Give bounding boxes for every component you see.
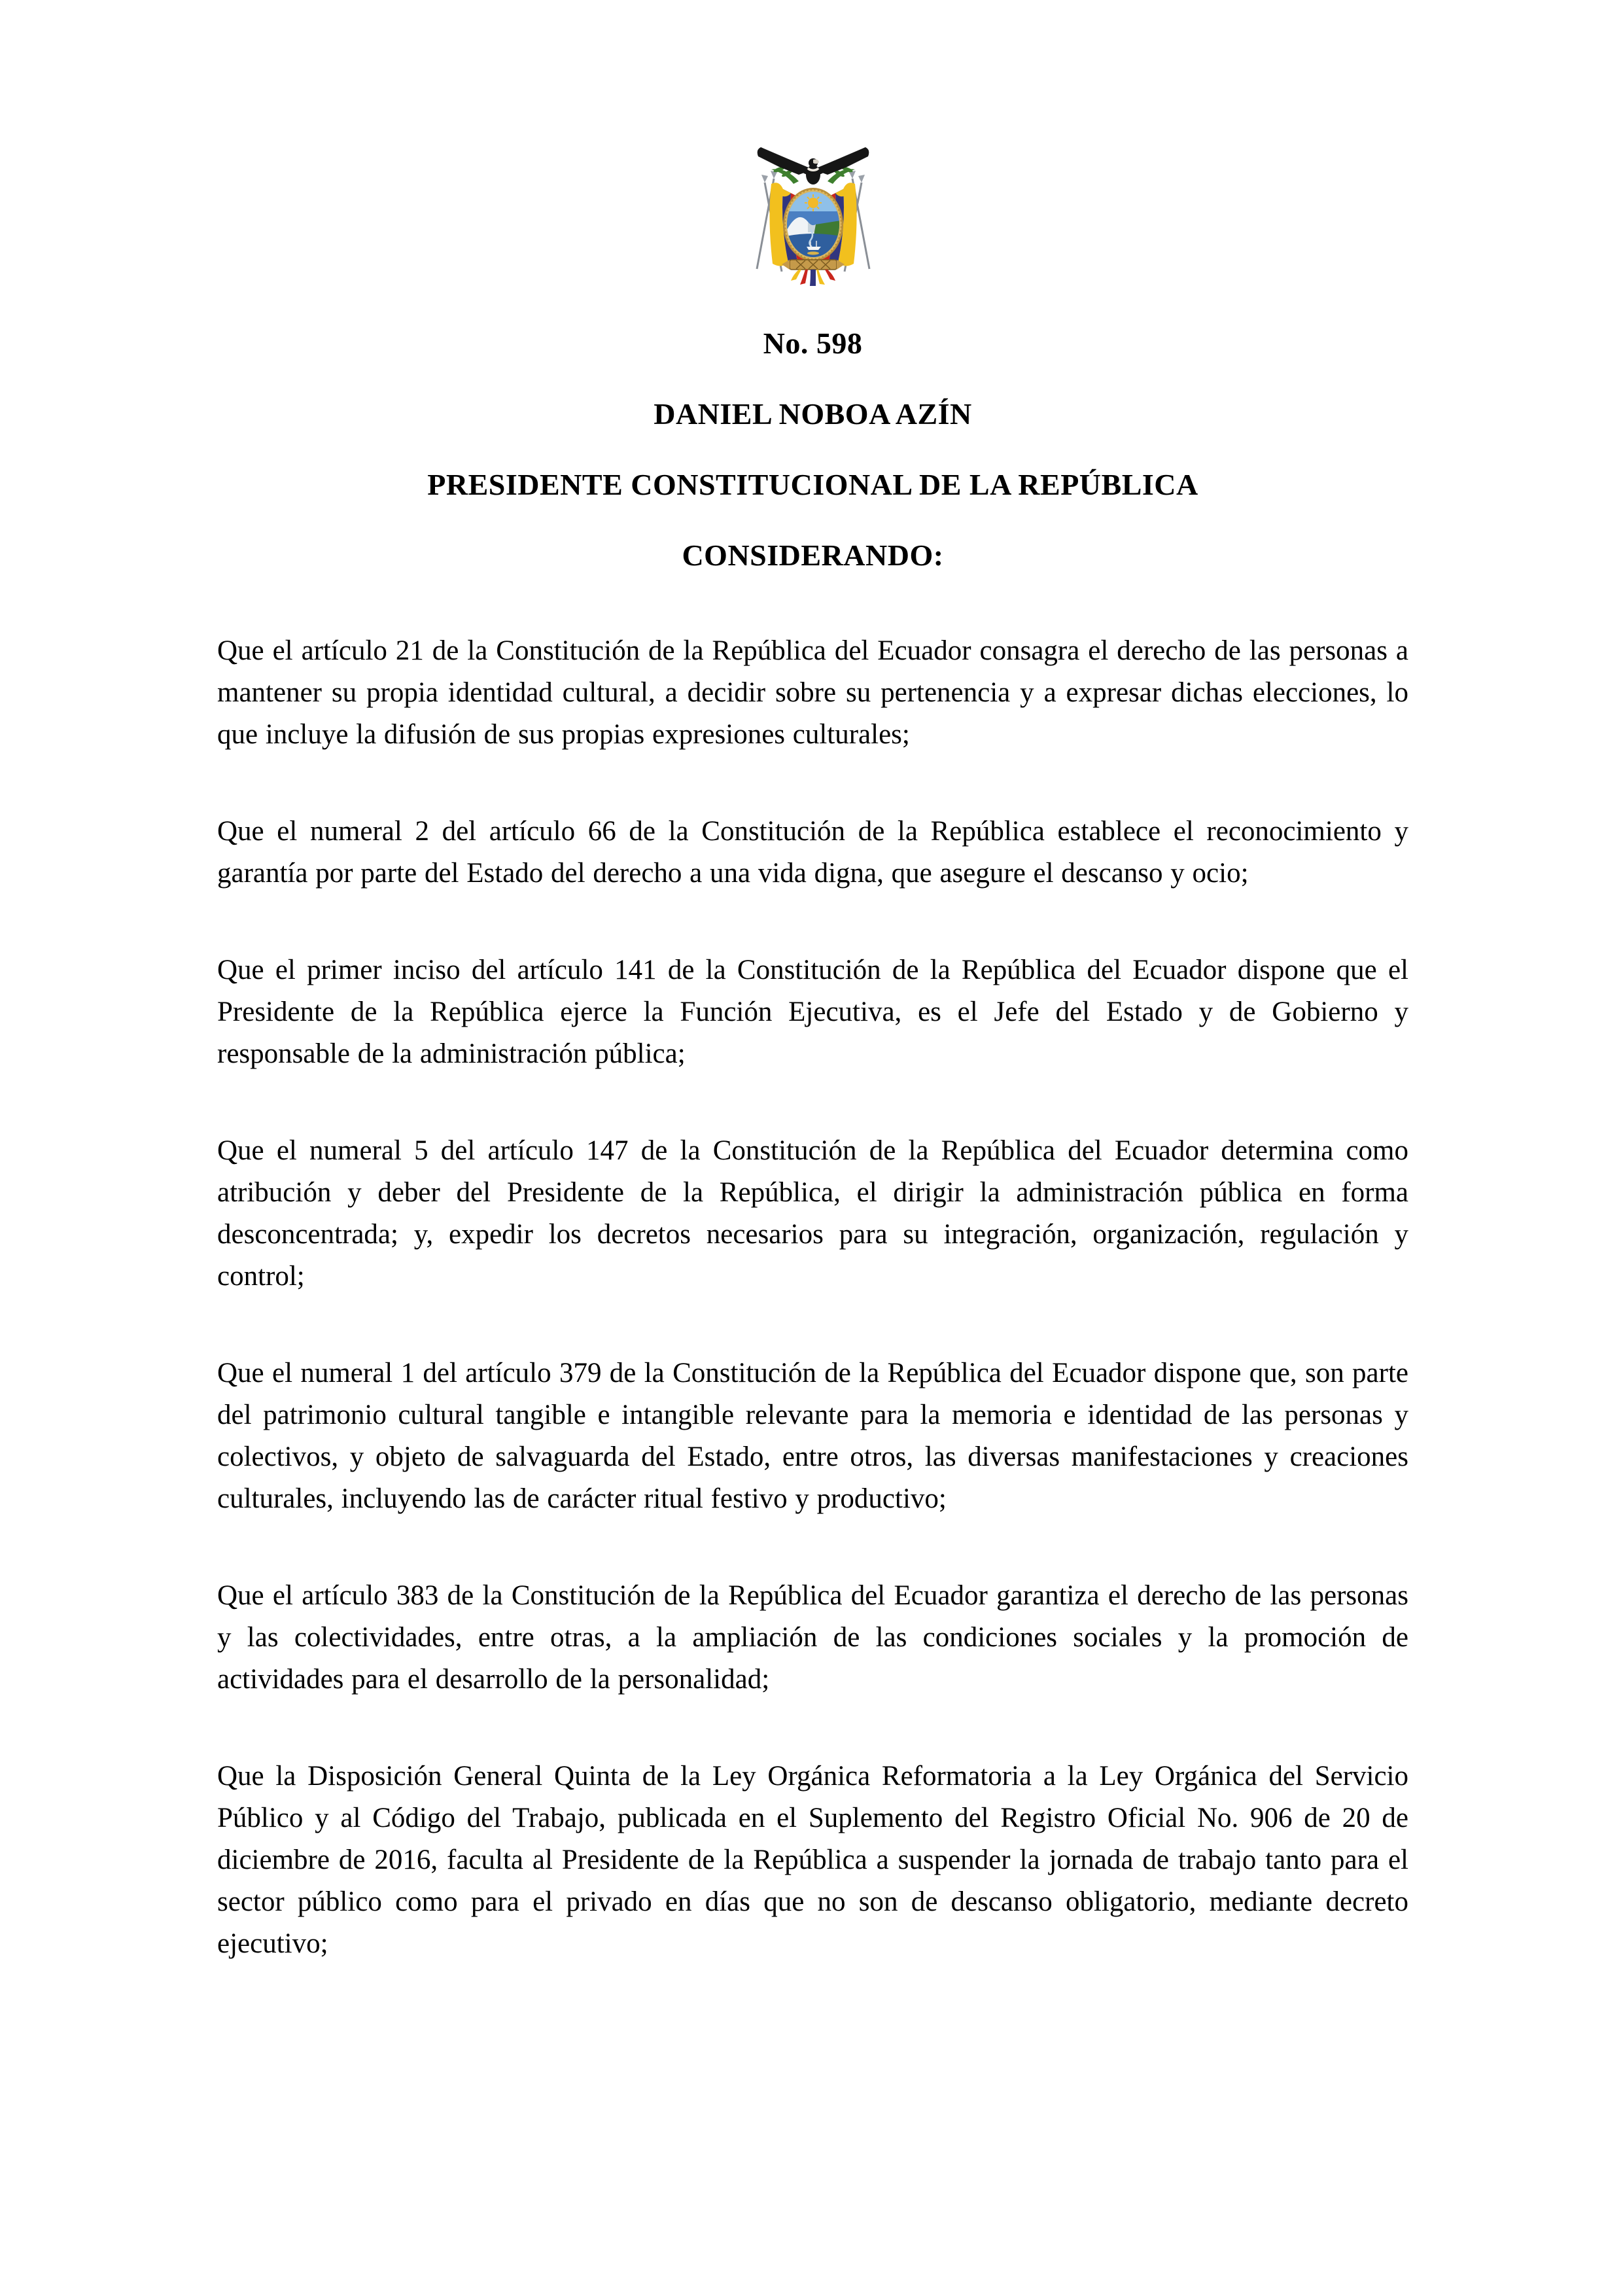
paragraph-2: Que el numeral 2 del artículo 66 de la Constitución de la República establece el reconocimiento y garantía por parte del Estado del derecho a una vida digna, que asegure el descanso y ocio; bbox=[217, 816, 1408, 889]
author-name: DANIEL NOBOA AZÍN bbox=[654, 397, 972, 431]
fasces bbox=[782, 260, 845, 270]
section-heading-considerando: CONSIDERANDO: bbox=[682, 539, 944, 572]
paragraph-5: Que el numeral 1 del artículo 379 de la Constitución de la República del Ecuador dispone que, son parte del patrimonio cultural tangible e intangible relevante para la memoria e identidad de las personas y colectivos, y objeto de salvaguarda del Estado, entre otros, las diversas manifestaciones y creaciones culturales, incluyendo las de carácter ritual festivo y productivo; bbox=[217, 1358, 1408, 1514]
paragraph-1: Que el artículo 21 de la Constitución de la República del Ecuador consagra el derecho de las personas a mantener su propia identidad cultural, a decidir sobre su pertenencia y a expresar dichas elecciones, lo que incluye la difusión de sus propias expresiones culturales; bbox=[217, 635, 1408, 750]
author-title: PRESIDENTE CONSTITUCIONAL DE LA REPÚBLICA bbox=[427, 468, 1198, 501]
document-number: No. 598 bbox=[763, 327, 863, 360]
shield-oval bbox=[783, 188, 843, 261]
paragraph-6: Que el artículo 383 de la Constitución de la República del Ecuador garantiza el derecho de las personas y las colectividades, entre otras, a la ampliación de las condiciones sociales y la promoción de actividades para el desarrollo de la personalidad; bbox=[217, 1580, 1408, 1695]
paragraph-7: Que la Disposición General Quinta de la Ley Orgánica Reformatoria a la Ley Orgánica del Servicio Público y al Código del Trabajo, publicada en el Suplemento del Registro Oficial No. 906 de 20 de diciembre de 2016, faculta al Presidente de la República a suspender la jornada de trabajo tanto para el sector público como para el privado en días que no son de descanso obligatorio, mediante decreto ejecutivo; bbox=[217, 1761, 1408, 1959]
paragraph-3: Que el primer inciso del artículo 141 de la Constitución de la República del Ecuador dispone que el Presidente de la República ejerce la Función Ejecutiva, es el Jefe del Estado y de Gobierno y responsable de la administración pública; bbox=[217, 955, 1408, 1069]
paragraph-4: Que el numeral 5 del artículo 147 de la Constitución de la República del Ecuador determina como atribución y deber del Presidente de la República, el dirigir la administración pública en forma desconcentrada; y, expedir los decretos necesarios para su integración, organización, regulación y control; bbox=[217, 1135, 1408, 1292]
ecuador-coat-of-arms-icon bbox=[748, 141, 879, 289]
document-body bbox=[217, 630, 1408, 1965]
ribbons bbox=[791, 270, 835, 286]
